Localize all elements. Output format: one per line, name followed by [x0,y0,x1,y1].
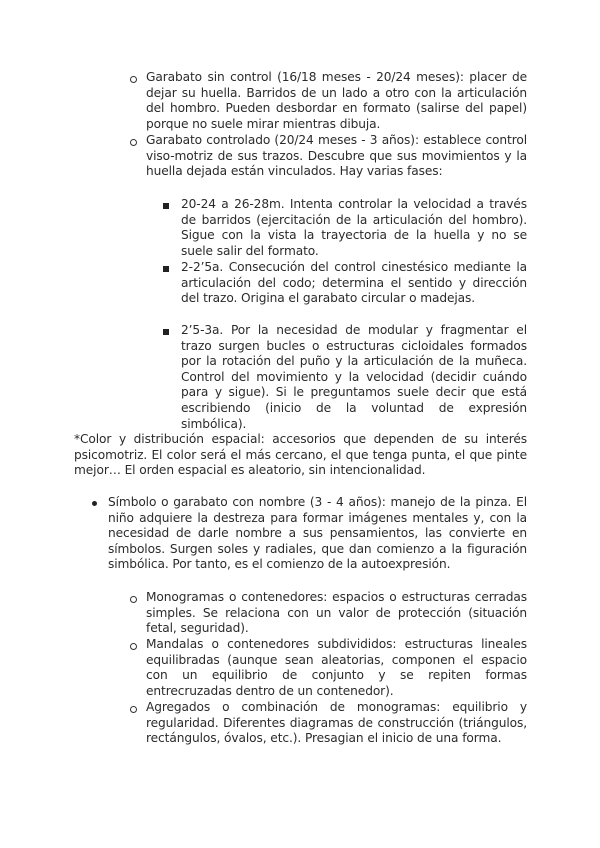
list-item-simbolo: Símbolo o garabato con nombre (3 - 4 años): manejo de la pinza. El niño adquiere la destreza para formar imágenes mentales y, con la necesidad de darle nombre a sus pensamientos, las convierte en símbolos. Surgen soles y radiales, que dan comienzo a la figuración simbólica. Por tanto, es el comienzo de la autoexpresión. [108,495,527,572]
square-bullet-icon [163,203,169,209]
list-item-garabato-controlado: Garabato controlado (20/24 meses - 3 años): establece control viso-motriz de sus trazos. Descubre que sus movimientos y la huella dejada están vinculados. Hay varias fases: [146,133,527,179]
circle-bullet-icon [130,139,137,146]
circle-bullet-icon [130,643,137,650]
list-item-monogramas: Monogramas o contenedores: espacios o estructuras cerradas simples. Se relaciona con un valor de protección (situación fetal, seguridad). [146,590,527,636]
sublist-item-fase-2: 2-2’5a. Consecución del control cinestésico mediante la articulación del codo; determina el sentido y dirección del trazo. Origina el garabato circular o madejas. [181,260,527,306]
circle-bullet-icon [130,706,137,713]
square-bullet-icon [163,329,169,335]
list-item-garabato-sin-control: Garabato sin control (16/18 meses - 20/24 meses): placer de dejar su huella. Barridos de un lado a otro con la articulación del hombro. Pueden desbordar en formato (salirse del papel) porque no suele mirar mientras dibuja. [146,70,527,131]
circle-bullet-icon [130,76,137,83]
sublist-item-fase-3: 2’5-3a. Por la necesidad de modular y fragmentar el trazo surgen bucles o estructuras cicloidales formados por la rotación del puño y la articulación de la muñeca. Control del movimiento y la velocidad (decidir cuándo para y sigue). Si le preguntamos suele decir que está escribiendo (inicio de la voluntad de expresión simbólica). [181,323,527,431]
list-item-mandalas: Mandalas o contenedores subdivididos: estructuras lineales equilibradas (aunque sean aleatorias, componen el espacio con un equilibrio de conjunto y se repiten formas entrecruzadas dentro de un contenedor). [146,637,527,698]
square-bullet-icon [163,266,169,272]
disc-bullet-icon [92,501,97,506]
circle-bullet-icon [130,596,137,603]
sublist-item-fase-1: 20-24 a 26-28m. Intenta controlar la velocidad a través de barridos (ejercitación de la articulación del hombro). Sigue con la vista la trayectoria de la huella y no se suele salir del formato. [181,197,527,258]
list-item-agregados: Agregados o combinación de monogramas: equilibrio y regularidad. Diferentes diagramas de construcción (triángulos, rectángulos, óvalos, etc.). Presagian el inicio de una forma. [146,700,527,746]
note-paragraph: *Color y distribución espacial: accesorios que dependen de su interés psicomotriz. El color será el más cercano, el que tenga punta, el que pinte mejor… El orden espacial es aleatorio, sin intencionalidad. [74,432,527,478]
